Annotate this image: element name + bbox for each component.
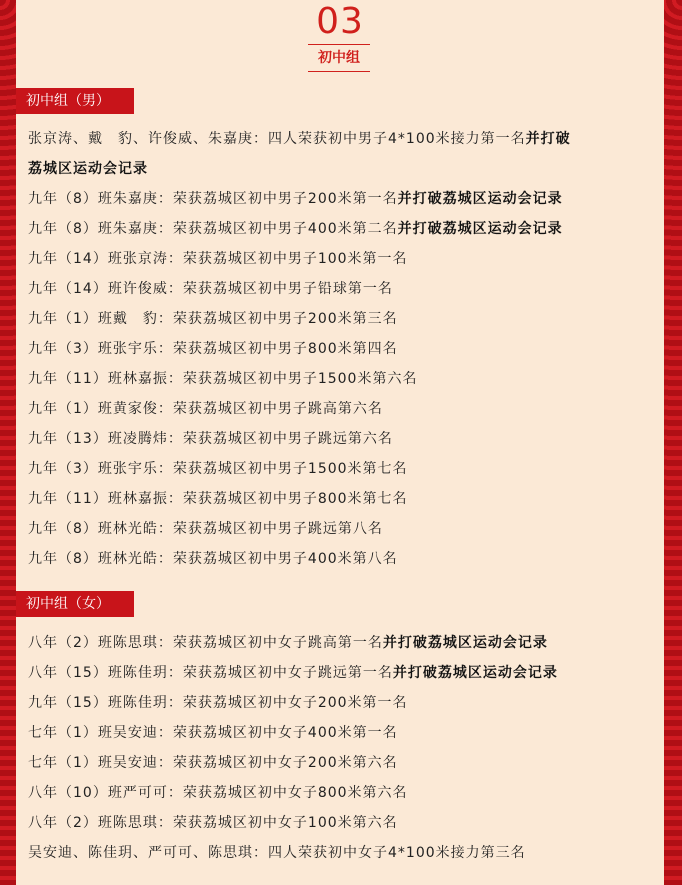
award-text: 八年（15）班陈佳玥：荣获荔城区初中女子跳远第一名: [28, 665, 393, 681]
award-line: [28, 688, 656, 718]
award-line: [28, 718, 656, 748]
award-text: 九年（3）班张宇乐：荣获荔城区初中男子800米第四名: [28, 341, 398, 357]
award-text: 九年（3）班张宇乐：荣获荔城区初中男子1500米第七名: [28, 461, 408, 477]
award-line: [28, 364, 656, 394]
award-line: [28, 424, 656, 454]
award-text: 九年（1）班戴 豹：荣获荔城区初中男子200米第三名: [28, 311, 398, 327]
award-text: 九年（14）班张京涛：荣获荔城区初中男子100米第一名: [28, 251, 408, 267]
award-line: [28, 184, 656, 214]
award-line: [28, 304, 656, 334]
record-note: 并打破荔城区运动会记录: [392, 665, 558, 681]
section-number: 03: [316, 1, 364, 42]
award-text: 九年（1）班黄家俊：荣获荔城区初中男子跳高第六名: [28, 401, 383, 417]
award-text: 九年（8）班林光皓：荣获荔城区初中男子400米第八名: [28, 551, 398, 567]
award-text: 张京涛、戴 豹、许俊威、朱嘉庚：四人荣获初中男子4*100米接力第一名: [28, 131, 526, 147]
record-note: 并打破荔城区运动会记录: [397, 191, 563, 207]
award-text: 七年（1）班吴安迪：荣获荔城区初中女子400米第一名: [28, 725, 398, 741]
record-note: 并打破: [525, 131, 571, 147]
award-text: 九年（8）班林光皓：荣获荔城区初中男子跳远第八名: [28, 521, 383, 537]
award-line: [28, 628, 656, 658]
award-line: [28, 484, 656, 514]
award-line: [28, 778, 656, 808]
award-text: 九年（15）班陈佳玥：荣获荔城区初中女子200米第一名: [28, 695, 408, 711]
award-line: [28, 514, 656, 544]
award-line: [28, 544, 656, 574]
section-title: 初中组: [308, 44, 370, 72]
award-line: [28, 124, 656, 154]
award-line: [28, 838, 656, 868]
award-text: 九年（8）班朱嘉庚：荣获荔城区初中男子200米第一名: [28, 191, 398, 207]
award-text: 七年（1）班吴安迪：荣获荔城区初中女子200米第六名: [28, 755, 398, 771]
award-line: [28, 808, 656, 838]
award-text: 九年（13）班凌腾炜：荣获荔城区初中男子跳远第六名: [28, 431, 393, 447]
right-decorative-border: [664, 0, 682, 885]
award-line: [28, 244, 656, 274]
award-line: [28, 394, 656, 424]
left-decorative-border: [0, 0, 16, 885]
award-line: [28, 334, 656, 364]
award-line: [28, 214, 656, 244]
award-line: [28, 154, 656, 184]
girls-section-tag: 初中组（女）: [16, 591, 136, 617]
award-text: 八年（2）班陈思琪：荣获荔城区初中女子100米第六名: [28, 815, 398, 831]
award-line: [28, 274, 656, 304]
award-line: [28, 454, 656, 484]
record-note: 并打破荔城区运动会记录: [382, 635, 548, 651]
award-text: 九年（8）班朱嘉庚：荣获荔城区初中男子400米第二名: [28, 221, 398, 237]
award-text: 九年（14）班许俊威：荣获荔城区初中男子铅球第一名: [28, 281, 393, 297]
award-text: 八年（2）班陈思琪：荣获荔城区初中女子跳高第一名: [28, 635, 383, 651]
content-panel: [16, 0, 664, 885]
award-text: 吴安迪、陈佳玥、严可可、陈思琪：四人荣获初中女子4*100米接力第三名: [28, 845, 526, 861]
award-text: 九年（11）班林嘉振：荣获荔城区初中男子1500米第六名: [28, 371, 418, 387]
record-note: 并打破荔城区运动会记录: [397, 221, 563, 237]
record-note: 荔城区运动会记录: [28, 161, 148, 177]
award-text: 九年（11）班林嘉振：荣获荔城区初中男子800米第七名: [28, 491, 408, 507]
award-line: [28, 658, 656, 688]
award-text: 八年（10）班严可可：荣获荔城区初中女子800米第六名: [28, 785, 408, 801]
award-line: [28, 748, 656, 778]
boys-section-tag: 初中组（男）: [16, 88, 136, 114]
